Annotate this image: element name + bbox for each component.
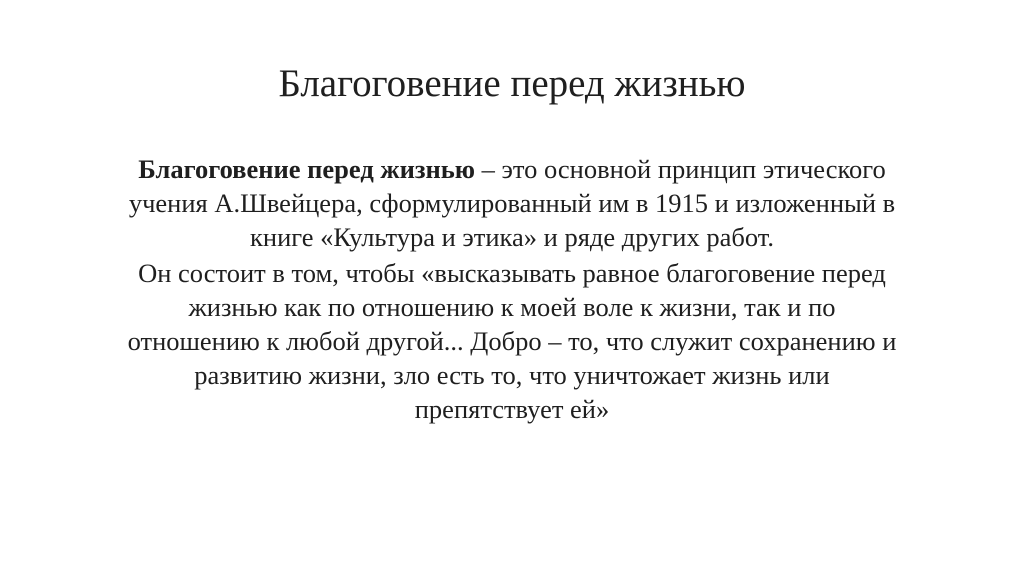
definition-line-1-text: – это основной принцип этического: [475, 154, 886, 184]
definition-line-1: [70, 152, 954, 186]
quote-line-2: жизнью как по отношению к моей воле к жизни, так и по: [188, 292, 836, 322]
quote-line-1: Он состоит в том, чтобы «высказывать равное благоговение перед: [138, 258, 886, 288]
definition-line-3: книге «Культура и этика» и ряде других работ.: [250, 222, 774, 252]
slide-title: Благоговение перед жизнью: [278, 62, 746, 105]
definition-line-2: учения А.Швейцера, сформулированный им в 1915 и изложенный в: [128, 188, 896, 218]
definition-paragraph: [70, 152, 954, 254]
quote-line-4: развитию жизни, зло есть то, что уничтожает жизнь или: [194, 360, 830, 390]
quote-line-5: препятствует ей»: [414, 394, 610, 424]
quote-paragraph: [70, 256, 954, 426]
slide-body: [70, 152, 954, 426]
quote-line-3: отношению к любой другой... Добро – то, что служит сохранению и: [127, 326, 897, 356]
defined-term: Благоговение перед жизнью: [138, 154, 476, 184]
